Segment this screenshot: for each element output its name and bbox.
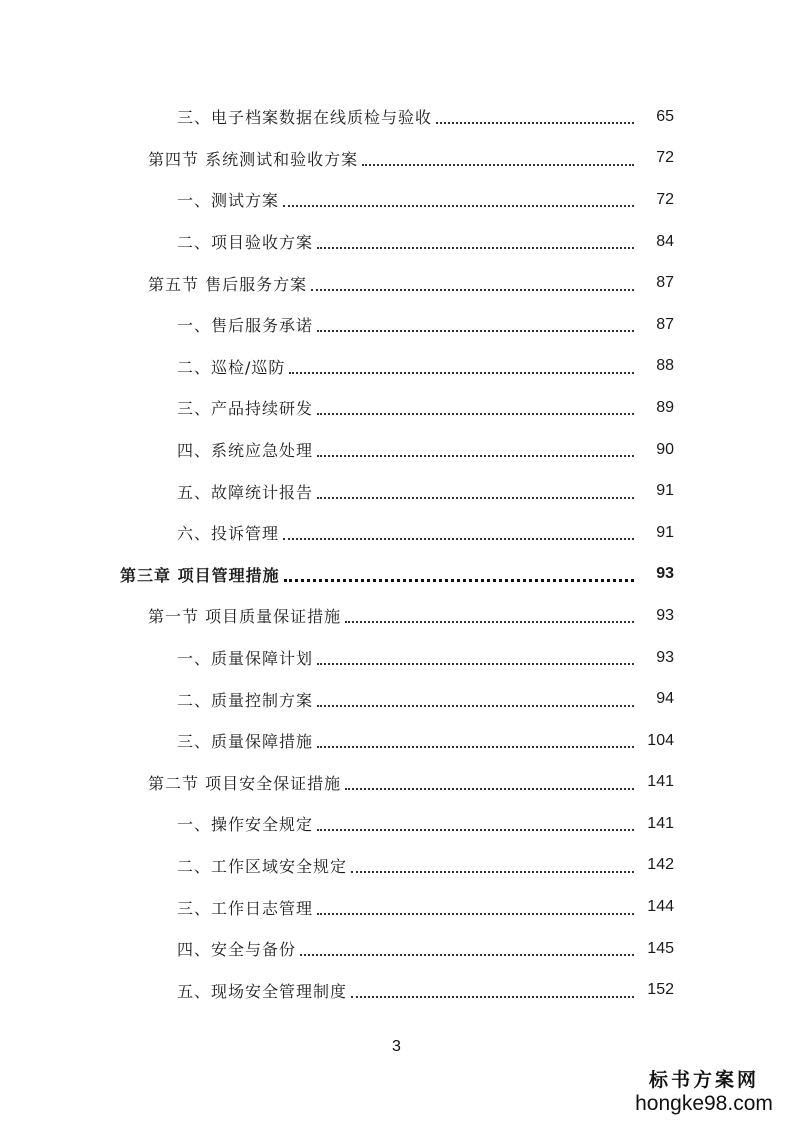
watermark-url: hongke98.com [635, 1092, 773, 1115]
toc-dot-leader [300, 953, 634, 956]
toc-entry-title: 第三章 项目管理措施 [120, 565, 280, 585]
toc-entry[interactable] [0, 179, 793, 221]
toc-entry[interactable] [0, 96, 793, 138]
toc-dot-leader [345, 787, 634, 790]
toc-dot-leader [351, 995, 634, 998]
toc-entry[interactable] [0, 969, 793, 1011]
toc-entry-page: 65 [656, 107, 674, 125]
toc-entry[interactable] [0, 720, 793, 762]
toc-dot-leader [317, 828, 634, 831]
toc-entry[interactable] [0, 429, 793, 471]
toc-entry[interactable] [0, 262, 793, 304]
page-number: 3 [392, 1038, 401, 1055]
toc-entry-page: 87 [656, 315, 674, 333]
toc-entry-page: 88 [656, 357, 674, 375]
toc-entry-title: 二、质量控制方案 [177, 690, 314, 710]
toc-entry-page: 142 [647, 856, 674, 874]
toc-dot-leader [317, 454, 634, 457]
toc-entry-title: 五、现场安全管理制度 [177, 981, 348, 1001]
toc-entry-page: 89 [656, 398, 674, 416]
toc-entry-title: 三、工作日志管理 [177, 898, 314, 918]
toc-entry[interactable] [0, 346, 793, 388]
toc-entry-title: 三、质量保障措施 [177, 732, 314, 752]
toc-dot-leader [311, 288, 634, 291]
toc-entry-page: 144 [647, 898, 674, 916]
toc-entry-page: 84 [656, 232, 674, 250]
toc-dot-leader [317, 704, 634, 707]
toc-entry-page: 104 [647, 731, 674, 749]
toc-entry-title: 二、巡检/巡防 [177, 357, 286, 377]
toc-entry-page: 141 [647, 773, 674, 791]
toc-entry-page: 91 [656, 523, 674, 541]
toc-entry[interactable] [0, 845, 793, 887]
toc-dot-leader [284, 578, 634, 582]
toc-entry-title: 第五节 售后服务方案 [148, 274, 308, 294]
toc-entry[interactable] [0, 304, 793, 346]
toc-entry-title: 四、安全与备份 [177, 940, 297, 960]
toc-entry-page: 94 [656, 690, 674, 708]
toc-dot-leader [317, 412, 634, 415]
toc-dot-leader [283, 204, 634, 207]
toc-entry[interactable] [0, 387, 793, 429]
toc-dot-leader [317, 329, 634, 332]
toc-entry-title: 一、售后服务承诺 [177, 316, 314, 336]
toc-entry-title: 第四节 系统测试和验收方案 [148, 149, 359, 169]
toc-entry-title: 三、电子档案数据在线质检与验收 [177, 108, 433, 128]
toc-entry-title: 一、测试方案 [177, 191, 280, 211]
toc-dot-leader [436, 121, 634, 124]
toc-dot-leader [283, 537, 634, 540]
toc-entry-page: 93 [656, 648, 674, 666]
toc-entry[interactable] [0, 554, 793, 596]
toc-dot-leader [289, 371, 634, 374]
toc-entry-page: 72 [656, 149, 674, 167]
toc-entry-title: 第一节 项目质量保证措施 [148, 607, 342, 627]
toc-entry[interactable] [0, 512, 793, 554]
toc-entry[interactable] [0, 637, 793, 679]
toc-entry-title: 二、项目验收方案 [177, 233, 314, 253]
toc-entry-page: 91 [656, 482, 674, 500]
toc-entry-page: 145 [647, 939, 674, 957]
toc-entry-title: 一、质量保障计划 [177, 649, 314, 669]
toc-entry[interactable] [0, 762, 793, 804]
toc-entry-title: 三、产品持续研发 [177, 399, 314, 419]
toc-entry-page: 93 [656, 565, 674, 583]
toc-dot-leader [317, 662, 634, 665]
toc-entry-page: 90 [656, 440, 674, 458]
toc-dot-leader [351, 870, 634, 873]
toc-dot-leader [362, 163, 634, 166]
site-watermark [629, 1068, 779, 1116]
toc-dot-leader [317, 246, 634, 249]
toc-entry[interactable] [0, 678, 793, 720]
toc-dot-leader [317, 496, 634, 499]
toc-dot-leader [345, 620, 634, 623]
toc-entry-title: 四、系统应急处理 [177, 441, 314, 461]
toc-dot-leader [317, 745, 634, 748]
toc-entry-page: 93 [656, 606, 674, 624]
toc-entry[interactable] [0, 470, 793, 512]
toc-entry[interactable] [0, 595, 793, 637]
toc-entry-page: 72 [656, 190, 674, 208]
toc-entry[interactable] [0, 221, 793, 263]
toc-entry-title: 一、操作安全规定 [177, 815, 314, 835]
toc-entry-title: 二、工作区域安全规定 [177, 856, 348, 876]
toc-entry-title: 六、投诉管理 [177, 524, 280, 544]
toc-entry[interactable] [0, 886, 793, 928]
toc-entry-page: 141 [647, 814, 674, 832]
toc-entry-page: 87 [656, 274, 674, 292]
table-of-contents [0, 96, 793, 1011]
watermark-site-name: 标书方案网 [648, 1069, 759, 1091]
toc-entry[interactable] [0, 928, 793, 970]
toc-entry[interactable] [0, 138, 793, 180]
toc-entry-page: 152 [647, 981, 674, 999]
toc-entry-title: 第二节 项目安全保证措施 [148, 773, 342, 793]
toc-entry-title: 五、故障统计报告 [177, 482, 314, 502]
toc-entry[interactable] [0, 803, 793, 845]
toc-dot-leader [317, 912, 634, 915]
